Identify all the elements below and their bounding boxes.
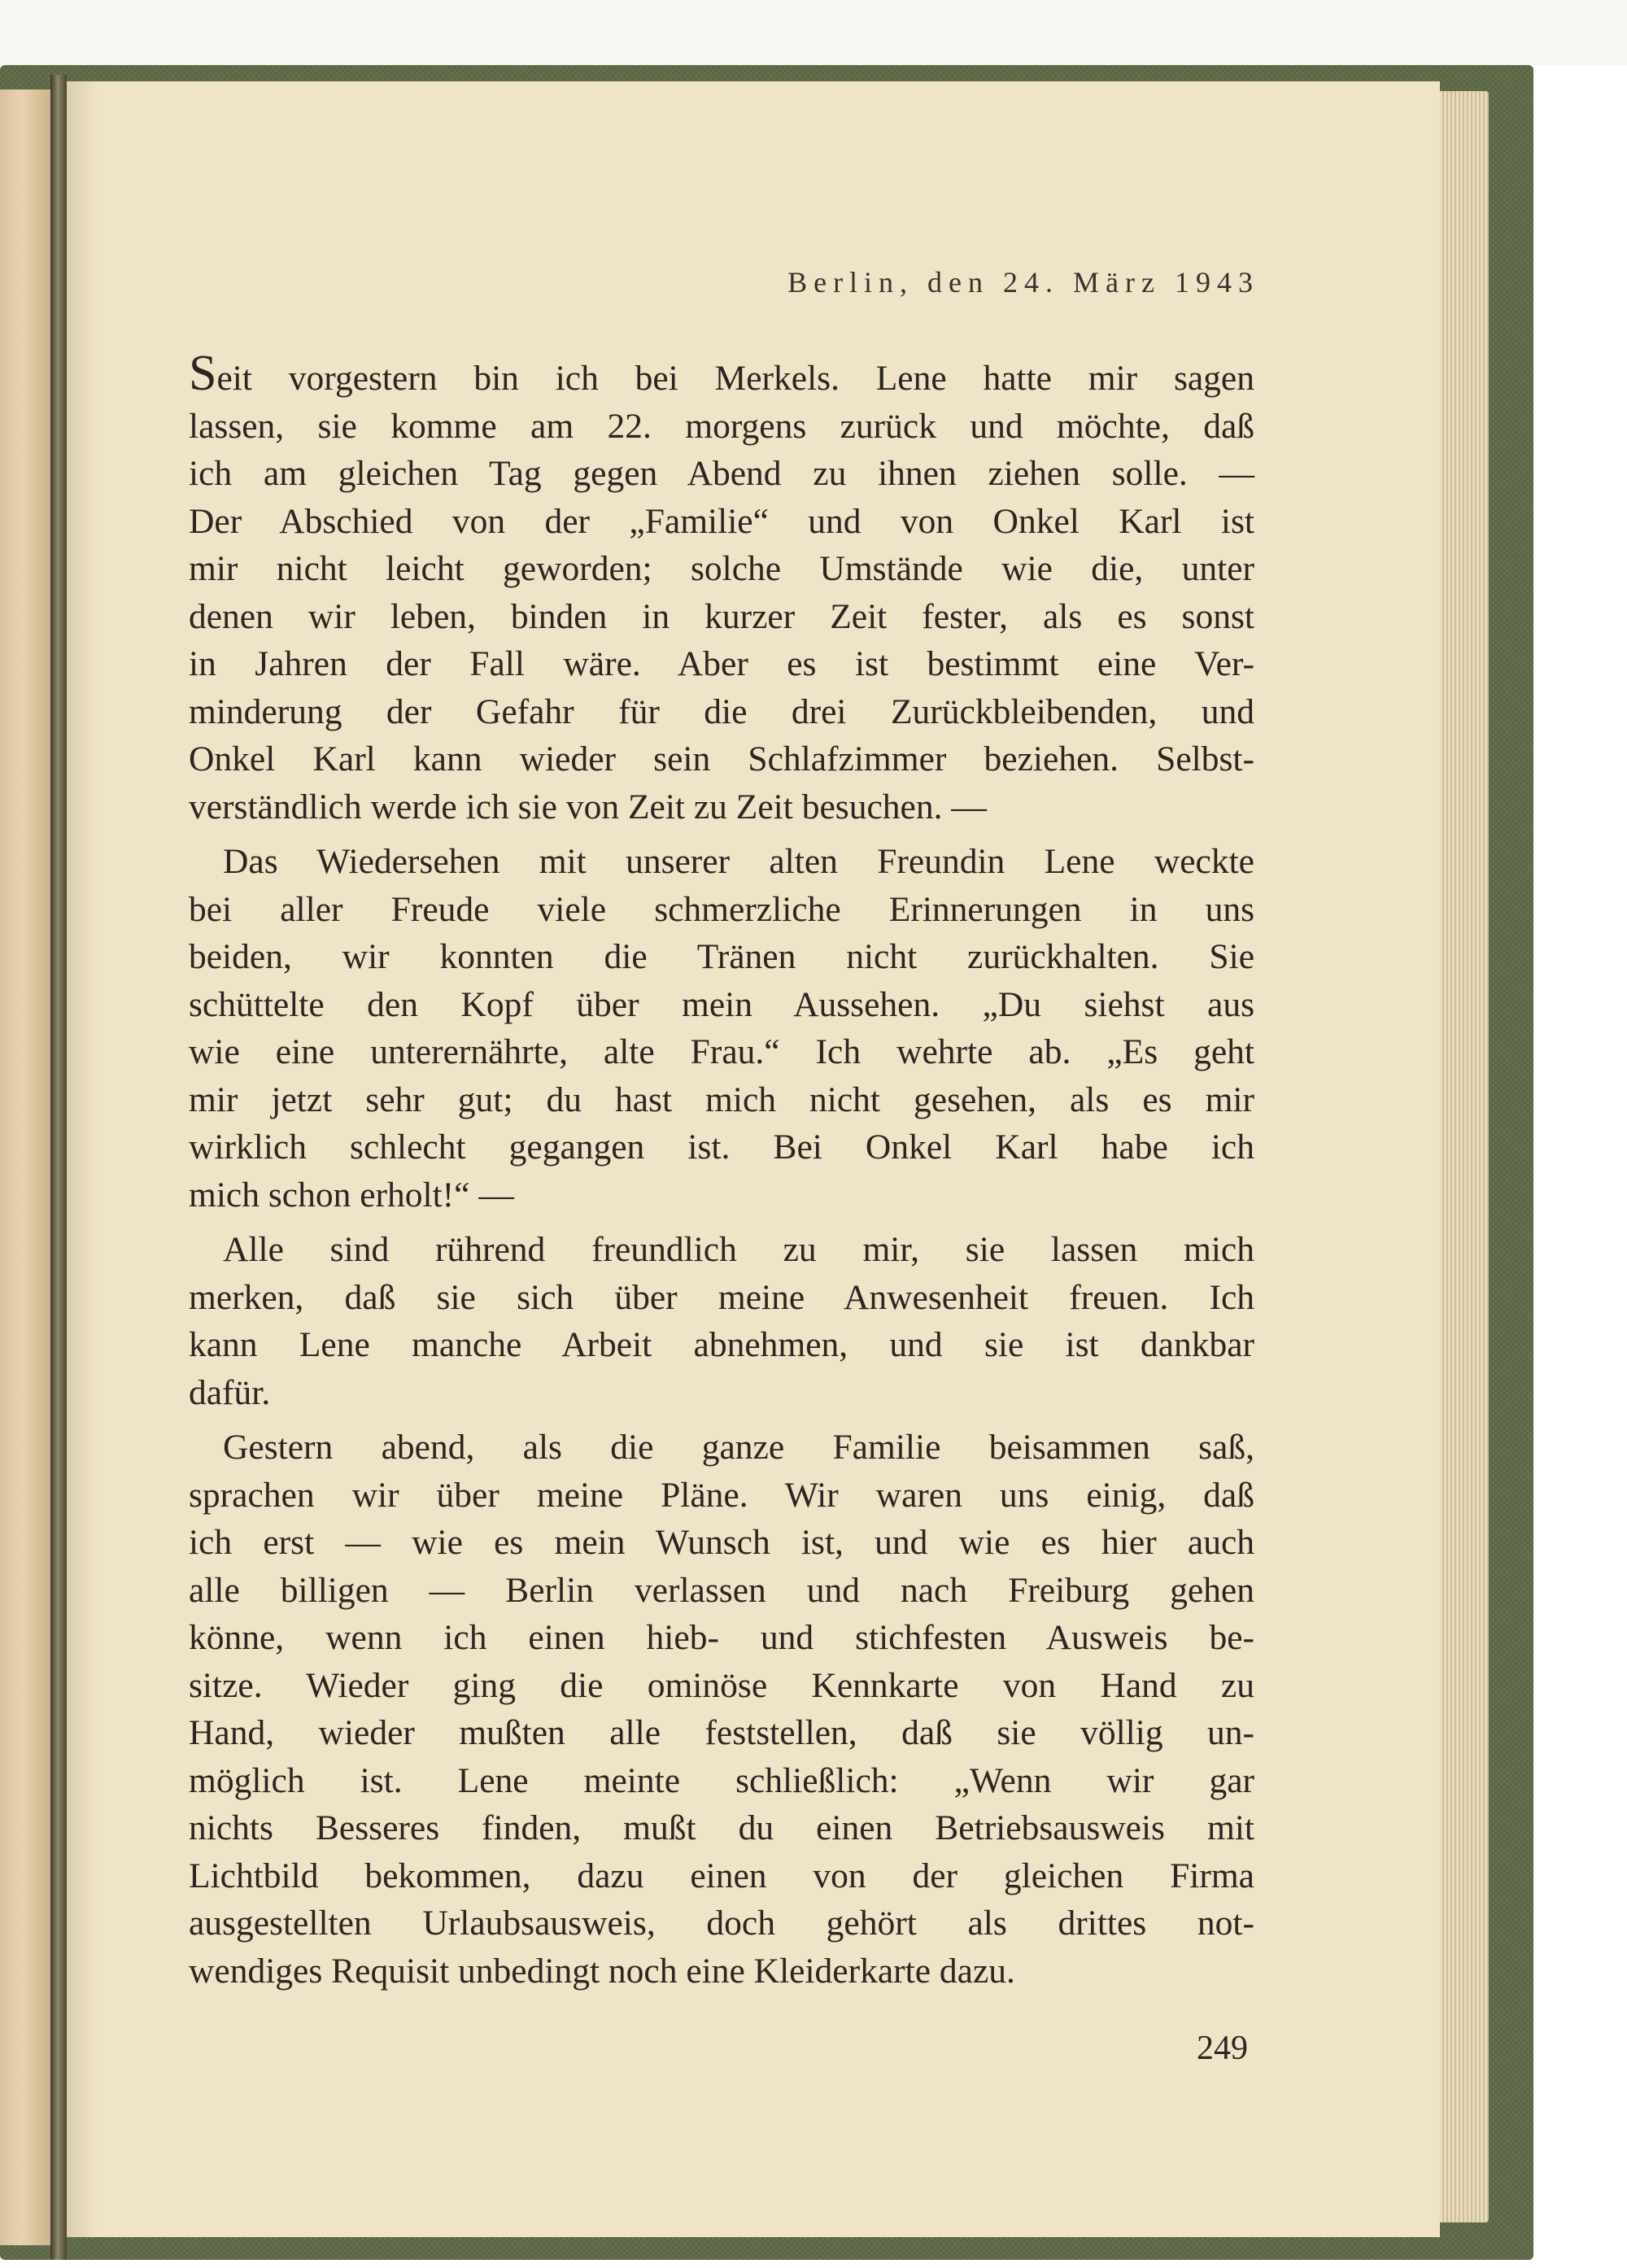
page-block-edges [1432,91,1489,2222]
text-line: Das Wiedersehen mit unserer alten Freundin Lene weckte [223,842,1254,881]
text-line: mich schon erholt!“ — [189,1175,514,1215]
text-line: sitze. Wieder ging die ominöse Kennkarte von Hand zu [189,1665,1254,1705]
text-line: lassen, sie komme am 22. morgens zurück und möchte, daß [189,406,1254,446]
paragraph [189,1424,1254,1995]
text-line: Hand, wieder mußten alle feststellen, daß sie völlig un- [189,1713,1254,1752]
text-line: Seit vorgestern bin ich bei Merkels. Lene hatte mir sagen [189,346,1254,401]
text-line: Der Abschied von der „Familie“ und von Onkel Karl ist [189,501,1254,541]
text-line: merken, daß sie sich über meine Anwesenheit freuen. Ich [189,1277,1254,1317]
paragraph [189,1226,1254,1416]
text-line: verständlich werde ich sie von Zeit zu Zeit besuchen. — [189,787,987,827]
text-line: wendiges Requisit unbedingt noch eine Kleiderkarte dazu. [189,1951,1015,1991]
text-line: sprachen wir über meine Pläne. Wir waren uns einig, daß [189,1475,1254,1515]
text-line: schüttelte den Kopf über mein Aussehen. „Du siehst aus [189,984,1254,1024]
paragraph [189,346,1254,831]
text-line: mir jetzt sehr gut; du hast mich nicht gesehen, als es mir [189,1079,1254,1119]
text-line: wirklich schlecht gegangen ist. Bei Onkel Karl habe ich [189,1127,1254,1167]
text-line: ausgestellten Urlaubsausweis, doch gehört als drittes not- [189,1904,1254,1943]
page-header: Berlin, den 24. März 1943 [787,266,1259,299]
background [0,0,1627,65]
text-line: nichts Besseres finden, mußt du einen Betriebsausweis mit [189,1808,1254,1847]
paragraph [189,838,1254,1219]
text-line: minderung der Gefahr für die drei Zurückbleibenden, und [189,691,1254,731]
text-line: bei aller Freude viele schmerzliche Erinnerungen in uns [189,889,1254,929]
text-line: Onkel Karl kann wieder sein Schlafzimmer beziehen. Selbst- [189,739,1254,779]
text-line: in Jahren der Fall wäre. Aber es ist bestimmt eine Ver- [189,644,1254,683]
text-line: alle billigen — Berlin verlassen und nach Freiburg gehen [189,1570,1254,1610]
text-line: kann Lene manche Arbeit abnehmen, und sie ist dankbar [189,1325,1254,1364]
text-line: ich erst — wie es mein Wunsch ist, und wie es hier auch [189,1523,1254,1562]
book-gutter [50,75,67,2260]
text-line: könne, wenn ich einen hieb- und stichfesten Ausweis be- [189,1618,1254,1657]
text-line: denen wir leben, binden in kurzer Zeit fester, als es sonst [189,596,1254,636]
text-line: ich am gleichen Tag gegen Abend zu ihnen ziehen solle. — [189,454,1254,493]
text-line: Alle sind rührend freundlich zu mir, sie lassen mich [223,1230,1254,1269]
text-line: mir nicht leicht geworden; solche Umstände wie die, unter [189,549,1254,588]
text-line: wie eine unterernährte, alte Frau.“ Ich wehrte ab. „Es geht [189,1032,1254,1071]
page-number: 249 [1197,2030,1248,2067]
body-text [189,346,1254,1995]
text-line: Lichtbild bekommen, dazu einen von der gleichen Firma [189,1856,1254,1895]
text-line: möglich ist. Lene meinte schließlich: „Wenn wir gar [189,1760,1254,1800]
left-page-edge [0,89,54,2245]
text-line: dafür. [189,1372,271,1412]
text-line: Gestern abend, als die ganze Familie beisammen saß, [223,1428,1254,1467]
text-line: beiden, wir konnten die Tränen nicht zurückhalten. Sie [189,937,1254,976]
